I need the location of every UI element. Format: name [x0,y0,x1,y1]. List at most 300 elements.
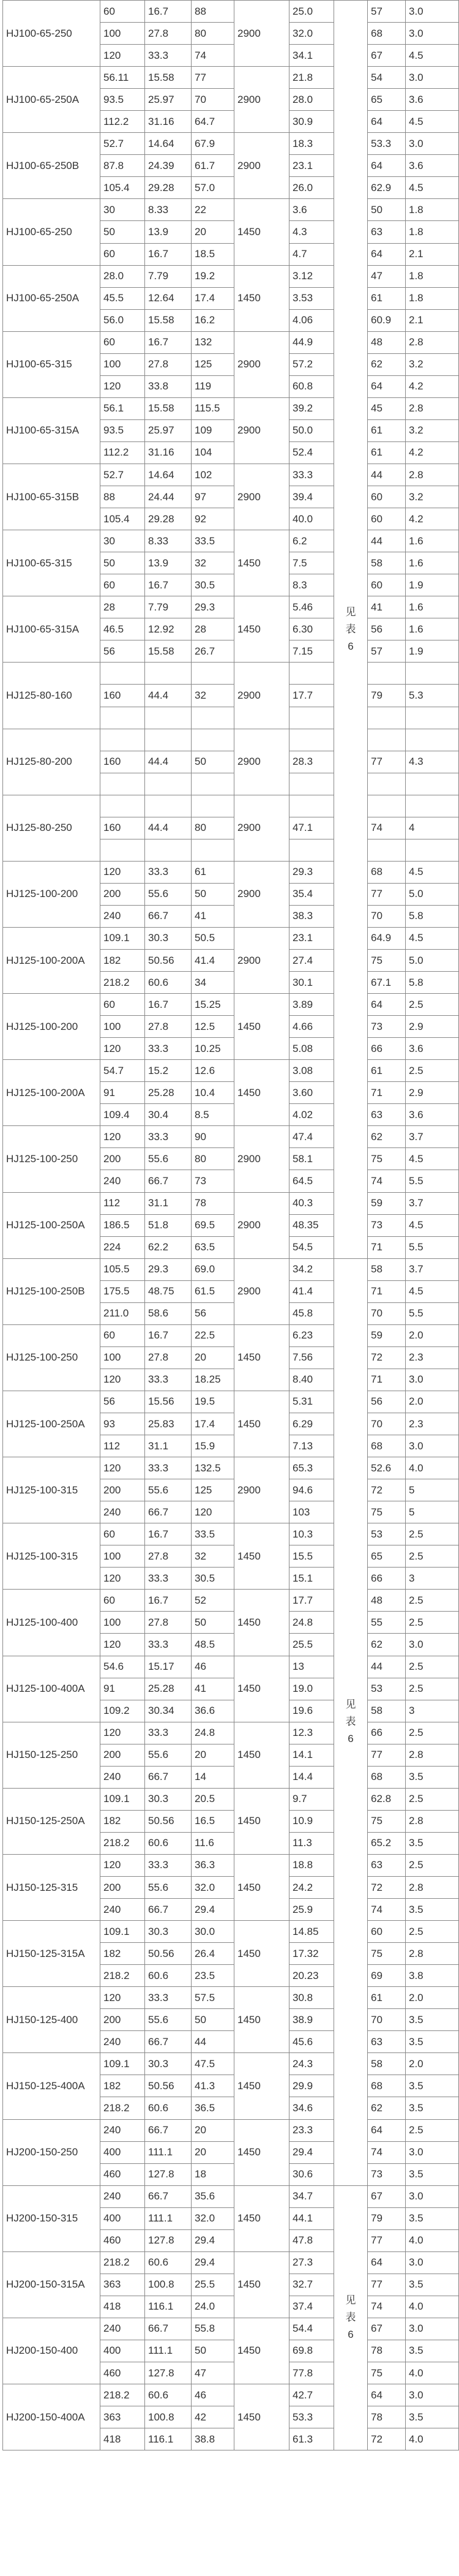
flow-m3h-cell: 50 [100,221,145,243]
npsh-cell [406,773,459,795]
power-cell: 6.30 [289,618,334,640]
flow-m3h-cell: 91 [100,1678,145,1700]
model-cell: HJ100-65-315B [3,464,100,530]
power-cell: 4.66 [289,1016,334,1038]
npsh-cell: 3.7 [406,1126,459,1148]
power-cell: 65.3 [289,1457,334,1479]
flow-m3h-cell: 418 [100,2428,145,2450]
table-row [3,67,459,89]
power-cell: 17.32 [289,1943,334,1965]
head-cell: 48.5 [192,1634,234,1656]
npsh-cell: 2.5 [406,1545,459,1568]
flow-m3h-cell: 120 [100,1854,145,1876]
efficiency-cell: 75 [368,1943,406,1965]
efficiency-cell: 78 [368,2406,406,2428]
flow-m3h-cell: 112.2 [100,111,145,133]
efficiency-cell: 58 [368,2053,406,2075]
efficiency-cell: 73 [368,2163,406,2185]
efficiency-cell: 54 [368,67,406,89]
flow-m3h-cell: 91 [100,1082,145,1104]
flow-m3h-cell: 105.4 [100,508,145,530]
efficiency-cell: 62.8 [368,1788,406,1810]
power-cell: 39.2 [289,397,334,419]
npsh-cell: 3.6 [406,1038,459,1060]
power-cell: 47.1 [289,817,334,839]
flow-m3h-cell: 182 [100,2075,145,2097]
flow-ls-cell: 66.7 [145,1501,192,1523]
flow-ls-cell: 16.7 [145,1523,192,1545]
flow-m3h-cell: 109.1 [100,2053,145,2075]
npsh-cell: 3.6 [406,155,459,177]
npsh-cell: 2.5 [406,1678,459,1700]
table-row [3,1258,459,1280]
head-cell: 80 [192,23,234,45]
power-cell: 15.1 [289,1568,334,1590]
flow-m3h-cell: 200 [100,1148,145,1170]
power-cell: 13 [289,1656,334,1678]
efficiency-cell: 68 [368,1435,406,1457]
flow-m3h-cell: 418 [100,2296,145,2318]
head-cell: 32 [192,1545,234,1568]
flow-ls-cell: 7.79 [145,596,192,618]
flow-m3h-cell: 211.0 [100,1302,145,1324]
flow-ls-cell: 66.7 [145,1170,192,1192]
head-cell: 32 [192,552,234,574]
speed-cell: 1450 [234,2053,289,2119]
flow-m3h-cell: 200 [100,1876,145,1898]
npsh-cell: 3.2 [406,419,459,441]
efficiency-cell: 61 [368,1060,406,1082]
power-cell: 24.8 [289,1612,334,1634]
head-cell: 80 [192,1148,234,1170]
power-cell: 3.12 [289,265,334,287]
head-cell: 56 [192,1302,234,1324]
reference-note-cell [334,1258,368,2185]
flow-m3h-cell: 120 [100,1568,145,1590]
efficiency-cell: 62 [368,2097,406,2119]
flow-m3h-cell: 120 [100,1038,145,1060]
efficiency-cell: 48 [368,1590,406,1612]
flow-m3h-cell: 200 [100,1744,145,1766]
flow-ls-cell: 33.3 [145,1457,192,1479]
efficiency-cell: 60.9 [368,309,406,331]
flow-ls-cell: 66.7 [145,2318,192,2340]
efficiency-cell: 56 [368,1391,406,1413]
head-cell: 26.7 [192,640,234,663]
flow-ls-cell: 66.7 [145,1899,192,1921]
flow-ls-cell: 116.1 [145,2428,192,2450]
flow-m3h-cell: 240 [100,905,145,927]
head-cell: 63.5 [192,1236,234,1258]
table-row [3,729,459,751]
efficiency-cell: 58 [368,1258,406,1280]
model-cell: HJ125-100-250B [3,1258,100,1324]
power-cell: 28.3 [289,751,334,773]
npsh-cell: 2.5 [406,1854,459,1876]
power-cell: 18.3 [289,133,334,155]
speed-cell: 2900 [234,331,289,397]
power-cell: 27.3 [289,2251,334,2274]
head-cell: 41.4 [192,950,234,972]
head-cell: 50 [192,2340,234,2362]
efficiency-cell: 69 [368,1965,406,1987]
head-cell: 17.4 [192,287,234,309]
efficiency-cell [368,795,406,817]
npsh-cell: 3.0 [406,2141,459,2163]
reference-note: 见表6 [345,1699,356,1745]
head-cell: 20.5 [192,1788,234,1810]
power-cell [289,773,334,795]
flow-ls-cell: 33.3 [145,1126,192,1148]
flow-ls-cell: 111.1 [145,2207,192,2229]
flow-m3h-cell: 120 [100,1987,145,2009]
flow-ls-cell: 29.3 [145,1258,192,1280]
flow-m3h-cell: 182 [100,950,145,972]
flow-ls-cell: 33.3 [145,1634,192,1656]
power-cell: 39.4 [289,486,334,508]
flow-ls-cell: 31.1 [145,1192,192,1214]
head-cell: 18.5 [192,243,234,265]
head-cell: 10.4 [192,1082,234,1104]
efficiency-cell: 64 [368,2251,406,2274]
npsh-cell: 2.9 [406,1016,459,1038]
head-cell: 67.9 [192,133,234,155]
head-cell: 61.7 [192,155,234,177]
efficiency-cell [368,729,406,751]
power-cell: 42.7 [289,2384,334,2406]
head-cell: 22.5 [192,1324,234,1346]
efficiency-cell: 73 [368,1214,406,1236]
efficiency-cell: 73 [368,1016,406,1038]
flow-ls-cell: 15.58 [145,397,192,419]
head-cell: 18 [192,2163,234,2185]
head-cell: 15.9 [192,1435,234,1457]
head-cell: 26.4 [192,1943,234,1965]
efficiency-cell: 72 [368,1346,406,1369]
flow-m3h-cell: 460 [100,2229,145,2251]
power-cell: 3.60 [289,1082,334,1104]
flow-ls-cell [145,773,192,795]
flow-ls-cell: 15.17 [145,1656,192,1678]
efficiency-cell: 53 [368,1678,406,1700]
efficiency-cell: 52.6 [368,1457,406,1479]
power-cell: 34.2 [289,1258,334,1280]
flow-m3h-cell: 93.5 [100,89,145,111]
flow-ls-cell: 111.1 [145,2141,192,2163]
npsh-cell: 3.5 [406,2031,459,2053]
head-cell: 29.4 [192,2229,234,2251]
flow-ls-cell: 31.16 [145,111,192,133]
flow-m3h-cell: 100 [100,353,145,375]
speed-cell: 2900 [234,464,289,530]
flow-m3h-cell: 240 [100,1766,145,1788]
power-cell: 47.8 [289,2229,334,2251]
head-cell: 50 [192,883,234,905]
efficiency-cell: 74 [368,817,406,839]
head-cell: 102 [192,464,234,486]
flow-ls-cell: 25.97 [145,89,192,111]
flow-ls-cell [145,729,192,751]
npsh-cell: 3.0 [406,1634,459,1656]
speed-cell: 1450 [234,1921,289,1987]
power-cell: 23.1 [289,155,334,177]
efficiency-cell: 64.9 [368,927,406,949]
power-cell: 3.6 [289,199,334,221]
efficiency-cell: 74 [368,2141,406,2163]
flow-m3h-cell: 52.7 [100,133,145,155]
speed-cell: 2900 [234,67,289,133]
npsh-cell: 2.5 [406,1523,459,1545]
head-cell: 22 [192,199,234,221]
efficiency-cell: 53.3 [368,133,406,155]
flow-ls-cell: 27.8 [145,1612,192,1634]
model-cell: HJ125-80-160 [3,663,100,729]
npsh-cell: 2.0 [406,1324,459,1346]
flow-ls-cell: 24.39 [145,155,192,177]
efficiency-cell: 60 [368,1921,406,1943]
speed-cell: 2900 [234,729,289,795]
table-row [3,530,459,552]
head-cell: 57.5 [192,1987,234,2009]
power-cell: 21.8 [289,67,334,89]
efficiency-cell: 68 [368,861,406,883]
npsh-cell: 3.5 [406,1832,459,1854]
power-cell: 7.56 [289,1346,334,1369]
flow-m3h-cell: 100 [100,23,145,45]
table-row [3,1722,459,1744]
npsh-cell [406,663,459,685]
power-cell [289,795,334,817]
model-cell: HJ125-100-250 [3,1324,100,1391]
model-cell: HJ125-80-200 [3,729,100,795]
power-cell: 5.08 [289,1038,334,1060]
reference-note: 见表6 [345,606,356,652]
power-cell: 44.1 [289,2207,334,2229]
flow-ls-cell: 100.8 [145,2406,192,2428]
npsh-cell: 5 [406,1501,459,1523]
npsh-cell: 3.0 [406,1369,459,1391]
flow-ls-cell: 44.4 [145,751,192,773]
flow-ls-cell: 127.8 [145,2229,192,2251]
npsh-cell: 3.6 [406,89,459,111]
table-row [3,331,459,353]
head-cell: 19.5 [192,1391,234,1413]
power-cell: 27.4 [289,950,334,972]
table-row [3,663,459,685]
npsh-cell: 3.0 [406,2384,459,2406]
npsh-cell: 1.8 [406,265,459,287]
head-cell: 69.0 [192,1258,234,1280]
efficiency-cell: 62 [368,1634,406,1656]
efficiency-cell [368,773,406,795]
head-cell: 88 [192,1,234,23]
flow-ls-cell: 60.6 [145,1832,192,1854]
flow-m3h-cell: 182 [100,1810,145,1832]
npsh-cell: 4.5 [406,1148,459,1170]
flow-m3h-cell: 28.0 [100,265,145,287]
head-cell: 77 [192,67,234,89]
speed-cell: 1450 [234,530,289,596]
table-row [3,133,459,155]
efficiency-cell: 77 [368,2229,406,2251]
flow-ls-cell: 66.7 [145,2119,192,2141]
head-cell [192,663,234,685]
table-row [3,994,459,1016]
head-cell: 50 [192,1612,234,1634]
flow-m3h-cell: 30 [100,530,145,552]
power-cell: 50.0 [289,419,334,441]
table-row [3,795,459,817]
flow-m3h-cell: 60 [100,994,145,1016]
efficiency-cell: 57 [368,1,406,23]
flow-ls-cell: 8.33 [145,199,192,221]
flow-ls-cell: 33.3 [145,1722,192,1744]
power-cell: 28.0 [289,89,334,111]
flow-m3h-cell: 56.1 [100,397,145,419]
table-row [3,1391,459,1413]
npsh-cell: 3.2 [406,486,459,508]
flow-ls-cell: 27.8 [145,353,192,375]
npsh-cell: 1.6 [406,618,459,640]
flow-ls-cell: 116.1 [145,2296,192,2318]
model-cell: HJ100-65-250 [3,1,100,67]
flow-m3h-cell: 120 [100,1722,145,1744]
speed-cell: 1450 [234,1060,289,1126]
efficiency-cell: 71 [368,1280,406,1302]
npsh-cell: 4.5 [406,111,459,133]
model-cell: HJ125-100-200A [3,1060,100,1126]
head-cell: 17.4 [192,1413,234,1435]
model-cell: HJ125-100-200 [3,994,100,1060]
power-cell: 4.3 [289,221,334,243]
flow-ls-cell [145,707,192,729]
flow-m3h-cell: 120 [100,1634,145,1656]
npsh-cell [406,839,459,861]
power-cell [289,707,334,729]
efficiency-cell: 60 [368,486,406,508]
speed-cell: 2900 [234,1,289,67]
speed-cell: 2900 [234,663,289,729]
npsh-cell: 2.8 [406,331,459,353]
flow-m3h-cell: 60 [100,1523,145,1545]
npsh-cell: 4.0 [406,2362,459,2384]
flow-ls-cell: 51.8 [145,1214,192,1236]
power-cell: 4.02 [289,1104,334,1126]
power-cell: 32.7 [289,2274,334,2296]
efficiency-cell: 66 [368,1722,406,1744]
speed-cell: 1450 [234,1722,289,1788]
flow-ls-cell: 25.28 [145,1678,192,1700]
power-cell: 45.6 [289,2031,334,2053]
flow-ls-cell: 60.6 [145,972,192,994]
efficiency-cell: 45 [368,397,406,419]
npsh-cell: 5.8 [406,905,459,927]
npsh-cell: 2.8 [406,1876,459,1898]
efficiency-cell: 41 [368,596,406,618]
flow-ls-cell: 100.8 [145,2274,192,2296]
speed-cell: 1450 [234,596,289,663]
head-cell: 24.8 [192,1722,234,1744]
flow-m3h-cell: 240 [100,2031,145,2053]
flow-m3h-cell: 109.1 [100,1788,145,1810]
npsh-cell: 2.5 [406,1722,459,1744]
power-cell: 5.46 [289,596,334,618]
model-cell: HJ125-100-250A [3,1391,100,1457]
efficiency-cell: 75 [368,1501,406,1523]
npsh-cell: 1.6 [406,530,459,552]
npsh-cell: 3.5 [406,2075,459,2097]
flow-ls-cell: 15.2 [145,1060,192,1082]
efficiency-cell: 64 [368,243,406,265]
flow-ls-cell: 30.3 [145,1788,192,1810]
flow-m3h-cell: 218.2 [100,972,145,994]
flow-ls-cell: 33.3 [145,1038,192,1060]
power-cell: 6.23 [289,1324,334,1346]
head-cell: 61.5 [192,1280,234,1302]
efficiency-cell: 62.9 [368,177,406,199]
power-cell: 60.8 [289,375,334,397]
head-cell: 74 [192,45,234,67]
npsh-cell: 1.8 [406,287,459,309]
npsh-cell: 2.1 [406,309,459,331]
efficiency-cell: 77 [368,751,406,773]
model-cell: HJ150-125-400 [3,1987,100,2053]
flow-m3h-cell: 460 [100,2362,145,2384]
flow-ls-cell [145,795,192,817]
head-cell: 120 [192,1501,234,1523]
flow-ls-cell: 16.7 [145,1,192,23]
power-cell: 14.4 [289,1766,334,1788]
flow-ls-cell: 27.8 [145,1016,192,1038]
head-cell: 70 [192,89,234,111]
efficiency-cell: 59 [368,1192,406,1214]
npsh-cell: 1.6 [406,552,459,574]
flow-m3h-cell: 400 [100,2340,145,2362]
flow-m3h-cell: 120 [100,861,145,883]
speed-cell: 2900 [234,795,289,861]
table-row [3,1590,459,1612]
pump-performance-table [2,0,459,2450]
npsh-cell: 2.1 [406,243,459,265]
head-cell: 115.5 [192,397,234,419]
efficiency-cell: 70 [368,1413,406,1435]
flow-m3h-cell: 186.5 [100,1214,145,1236]
power-cell: 29.3 [289,861,334,883]
model-cell: HJ100-65-250 [3,199,100,265]
efficiency-cell: 48 [368,331,406,353]
speed-cell: 1450 [234,2318,289,2384]
efficiency-cell: 68 [368,2075,406,2097]
head-cell: 78 [192,1192,234,1214]
table-row [3,1987,459,2009]
npsh-cell: 5.5 [406,1170,459,1192]
power-cell: 61.3 [289,2428,334,2450]
efficiency-cell: 44 [368,464,406,486]
npsh-cell: 4.5 [406,1280,459,1302]
efficiency-cell: 67 [368,2185,406,2207]
efficiency-cell: 75 [368,1810,406,1832]
flow-m3h-cell: 93 [100,1413,145,1435]
flow-ls-cell: 66.7 [145,905,192,927]
efficiency-cell: 63 [368,1104,406,1126]
flow-m3h-cell: 45.5 [100,287,145,309]
power-cell: 34.1 [289,45,334,67]
flow-ls-cell: 29.28 [145,177,192,199]
flow-ls-cell: 55.6 [145,1876,192,1898]
speed-cell: 1450 [234,1523,289,1590]
flow-ls-cell: 33.3 [145,1369,192,1391]
model-cell: HJ125-100-250A [3,1192,100,1258]
